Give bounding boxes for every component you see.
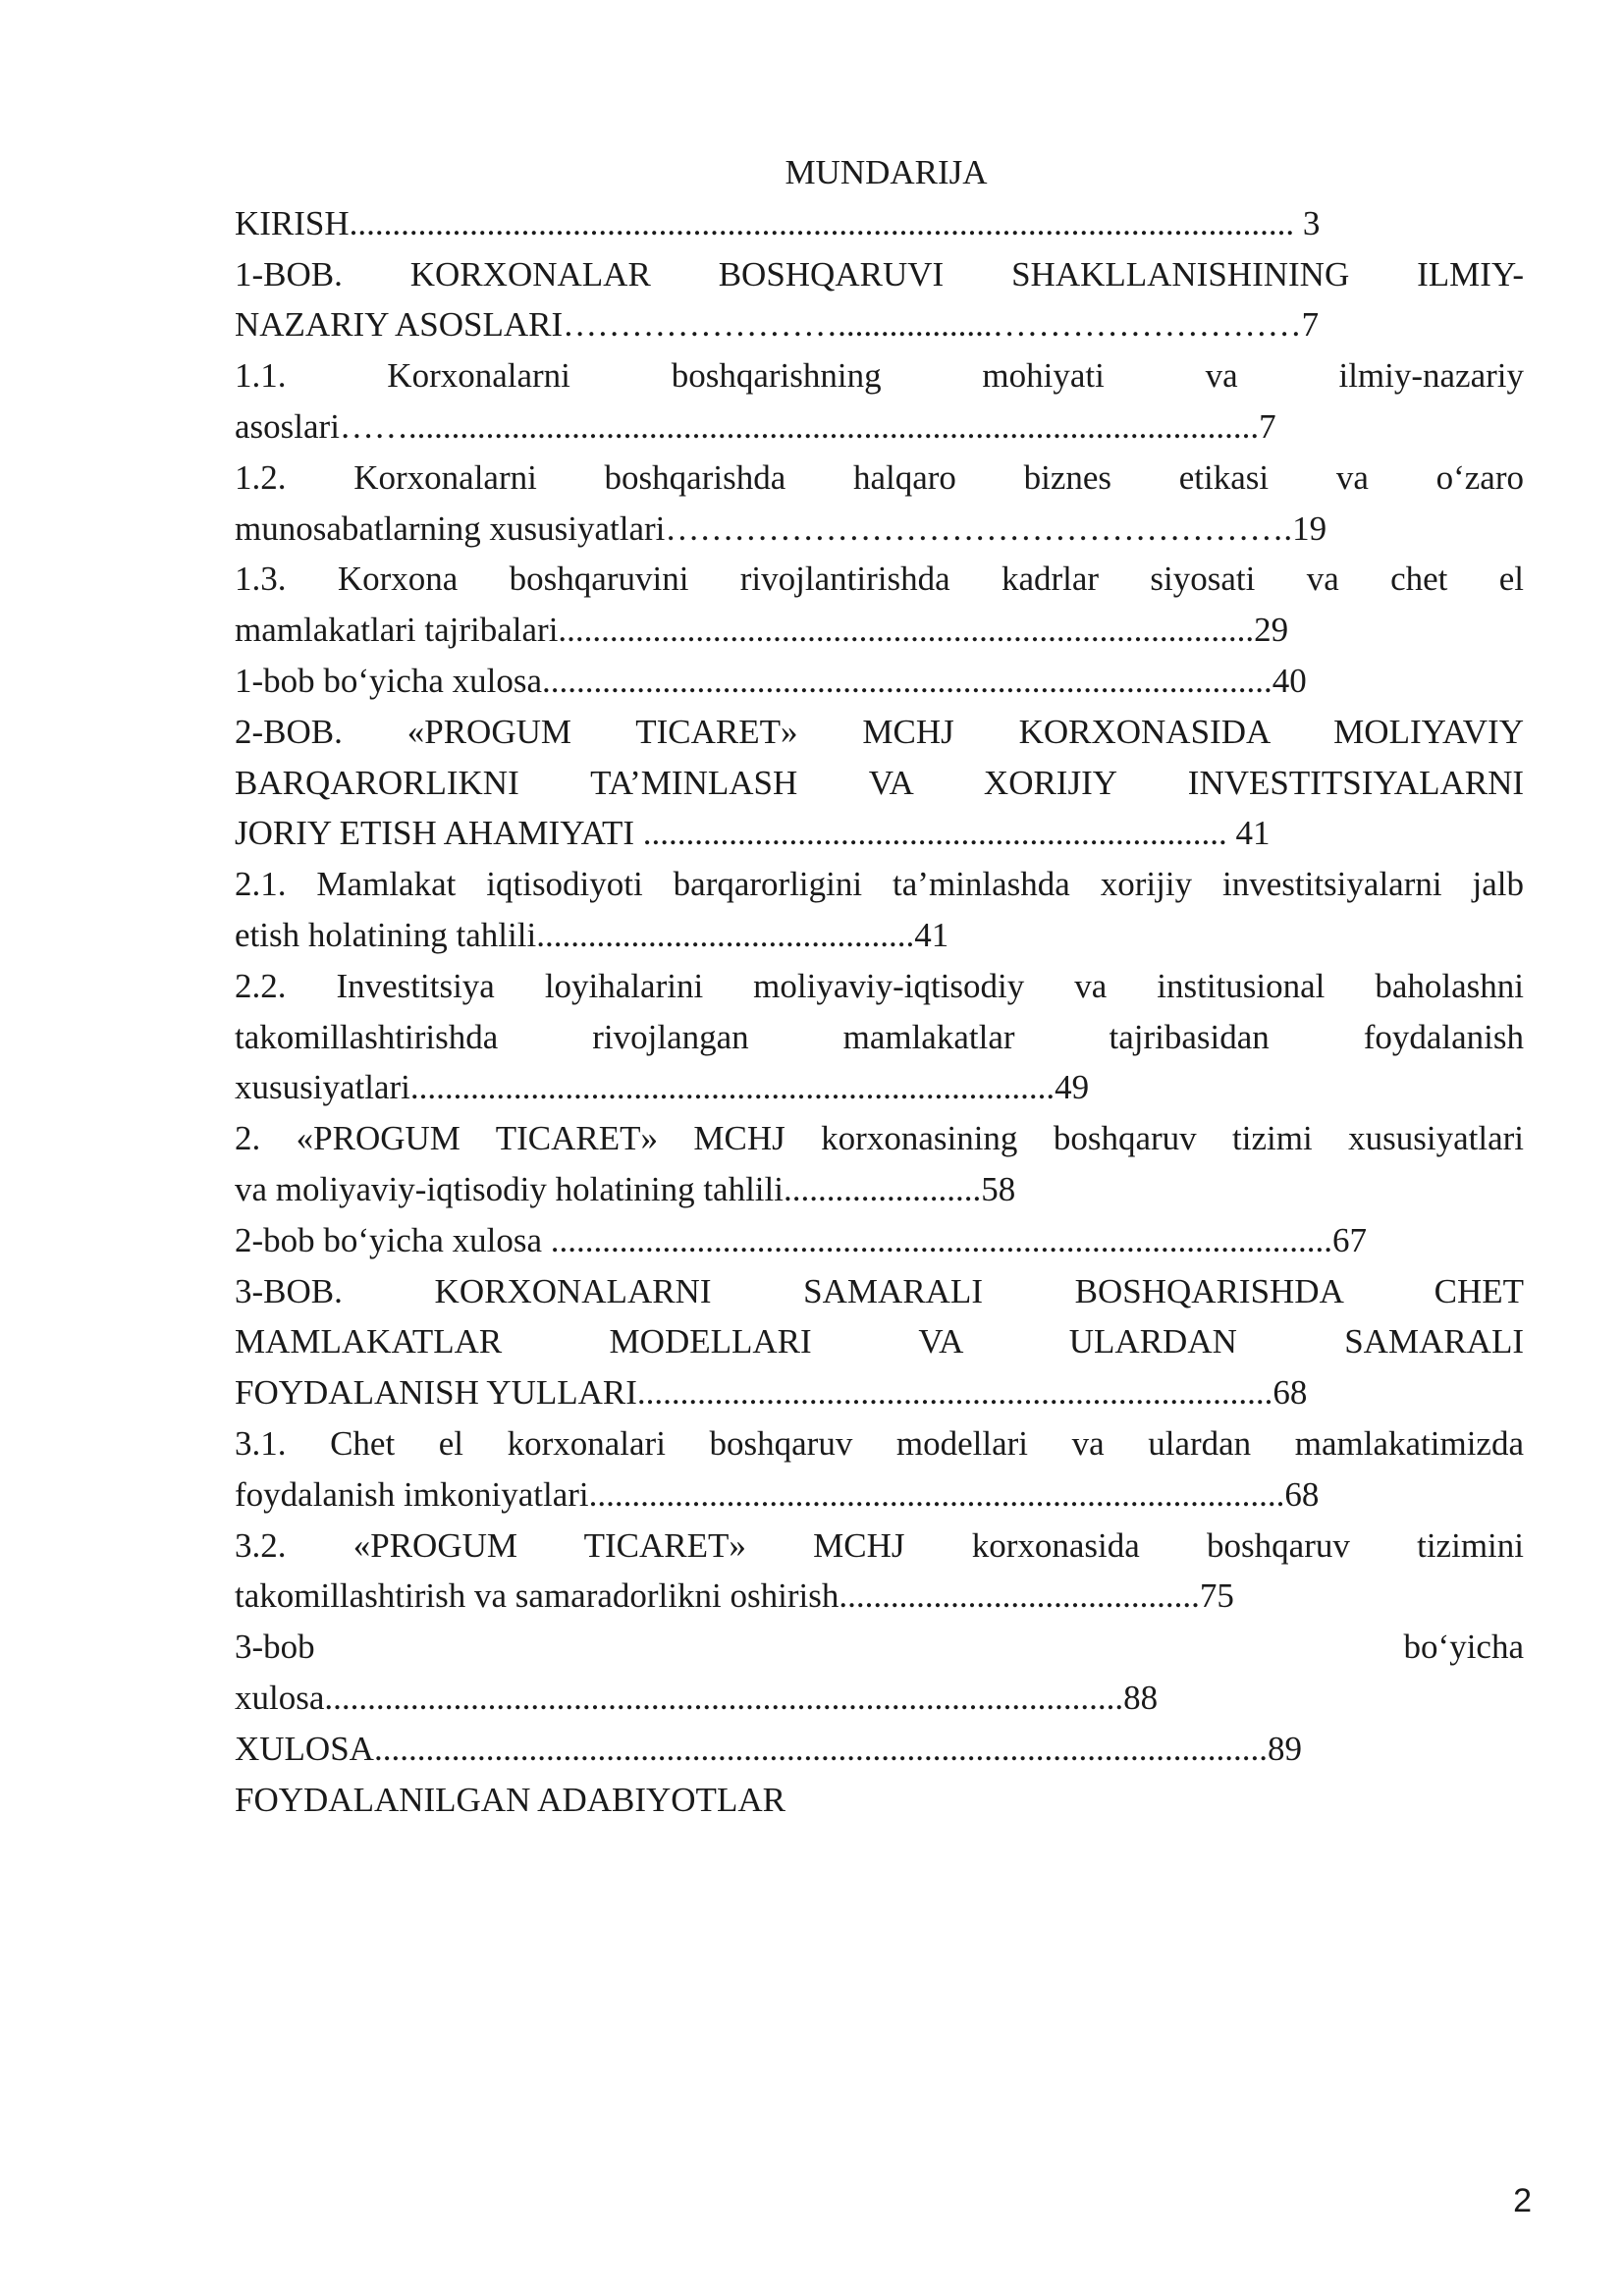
toc-entry-line: 3-bob bo‘yicha bbox=[235, 1628, 1524, 1667]
toc-entry-line: asoslari……...................................................................................................7 bbox=[235, 406, 1276, 446]
page-number: 2 bbox=[1513, 2182, 1532, 2219]
toc-entry-line: NAZARIY ASOSLARI……………………..................………………………7 bbox=[235, 305, 1320, 345]
toc-entry-line: 2.2. Investitsiya loyihalarini moliyaviy-iqtisodiy va institusional baholashni bbox=[235, 966, 1524, 1005]
toc-entry-line: takomillashtirishda rivojlangan mamlakatlar tajribasidan foydalanish bbox=[235, 1017, 1524, 1056]
toc-entry-line: xususiyatlari...........................................................................49 bbox=[235, 1068, 1090, 1107]
toc-entry-line: 3.2. «PROGUM TICARET» MCHJ korxonasida boshqaruv tizimini bbox=[235, 1525, 1524, 1565]
toc-entry-line: 3-BOB. KORXONALARNI SAMARALI BOSHQARISHDA CHET bbox=[235, 1271, 1524, 1310]
toc-entry bbox=[235, 249, 1524, 351]
toc-entry bbox=[235, 1113, 1524, 1215]
toc-entry-line: 2-BOB. «PROGUM TICARET» MCHJ KORXONASIDA MOLIYAVIY bbox=[235, 712, 1524, 751]
toc-entries bbox=[235, 198, 1524, 1826]
toc-entry-line: 2-bob bo‘yicha xulosa ...........................................................................................67 bbox=[235, 1220, 1367, 1259]
toc-entry-line: 3.1. Chet el korxonalari boshqaruv modellari va ulardan mamlakatimizda bbox=[235, 1423, 1524, 1463]
toc-entry bbox=[235, 961, 1524, 1113]
toc-entry-line: 1.1. Korxonalarni boshqarishning mohiyati va ilmiy-nazariy bbox=[235, 356, 1524, 396]
toc-entry-line: MAMLAKATLAR MODELLARI VA ULARDAN SAMARALI bbox=[235, 1322, 1524, 1362]
toc-entry-line: 1-bob bo‘yicha xulosa.....................................................................................40 bbox=[235, 661, 1307, 700]
toc-entry-line: 2. «PROGUM TICARET» MCHJ korxonasining boshqaruv tizimi xususiyatlari bbox=[235, 1119, 1524, 1158]
toc-entry-line: XULOSA........................................................................................................89 bbox=[235, 1729, 1302, 1768]
table-of-contents bbox=[235, 147, 1524, 1825]
toc-entry bbox=[235, 1266, 1524, 1418]
toc-entry bbox=[235, 859, 1524, 961]
toc-entry-line: etish holatining tahlili............................................41 bbox=[235, 915, 949, 954]
toc-entry bbox=[235, 453, 1524, 555]
toc-entry-line: KIRISH.............................................................................................................. 3 bbox=[235, 203, 1321, 242]
toc-entry bbox=[235, 198, 1524, 249]
toc-entry bbox=[235, 350, 1524, 453]
toc-title: MUNDARIJA bbox=[785, 153, 988, 191]
toc-entry-line: xulosa.............................................................................................88 bbox=[235, 1678, 1159, 1717]
toc-entry bbox=[235, 554, 1524, 656]
toc-entry bbox=[235, 1775, 1524, 1826]
toc-entry bbox=[235, 1622, 1524, 1724]
toc-entry-line: 1.2. Korxonalarni boshqarishda halqaro biznes etikasi va o‘zaro bbox=[235, 457, 1524, 497]
toc-entry bbox=[235, 707, 1524, 859]
toc-entry-line: 1.3. Korxona boshqaruvini rivojlantirishda kadrlar siyosati va chet el bbox=[235, 560, 1524, 599]
toc-entry-line: 1-BOB. KORXONALAR BOSHQARUVI SHAKLLANISHINING ILMIY- bbox=[235, 254, 1524, 294]
toc-entry-line: BARQARORLIKNI TA’MINLASH VA XORIJIY INVESTITSIYALARNI bbox=[235, 763, 1524, 802]
toc-entry-line: foydalanish imkoniyatlari.................................................................................68 bbox=[235, 1474, 1320, 1514]
toc-entry-line: JORIY ETISH AHAMIYATI .................................................................... 41 bbox=[235, 814, 1271, 853]
toc-entry bbox=[235, 1215, 1524, 1266]
toc-entry bbox=[235, 1418, 1524, 1521]
toc-entry-line: takomillashtirish va samaradorlikni oshirish..........................................75 bbox=[235, 1576, 1234, 1616]
toc-entry-line: mamlakatlari tajribalari.................................................................................29 bbox=[235, 611, 1289, 650]
toc-entry-line: munosabatlarning xususiyatlari……………………………………………….19 bbox=[235, 508, 1327, 548]
toc-entry-line: 2.1. Mamlakat iqtisodiyoti barqarorligini ta’minlashda xorijiy investitsiyalarni jalb bbox=[235, 865, 1524, 904]
toc-entry bbox=[235, 1724, 1524, 1775]
toc-entry-line: FOYDALANISH YULLARI..........................................................................68 bbox=[235, 1373, 1308, 1413]
toc-entry-line: va moliyaviy-iqtisodiy holatining tahlili.......................58 bbox=[235, 1169, 1016, 1208]
toc-entry-line: FOYDALANILGAN ADABIYOTLAR bbox=[235, 1780, 785, 1819]
toc-entry bbox=[235, 656, 1524, 707]
toc-entry bbox=[235, 1521, 1524, 1623]
